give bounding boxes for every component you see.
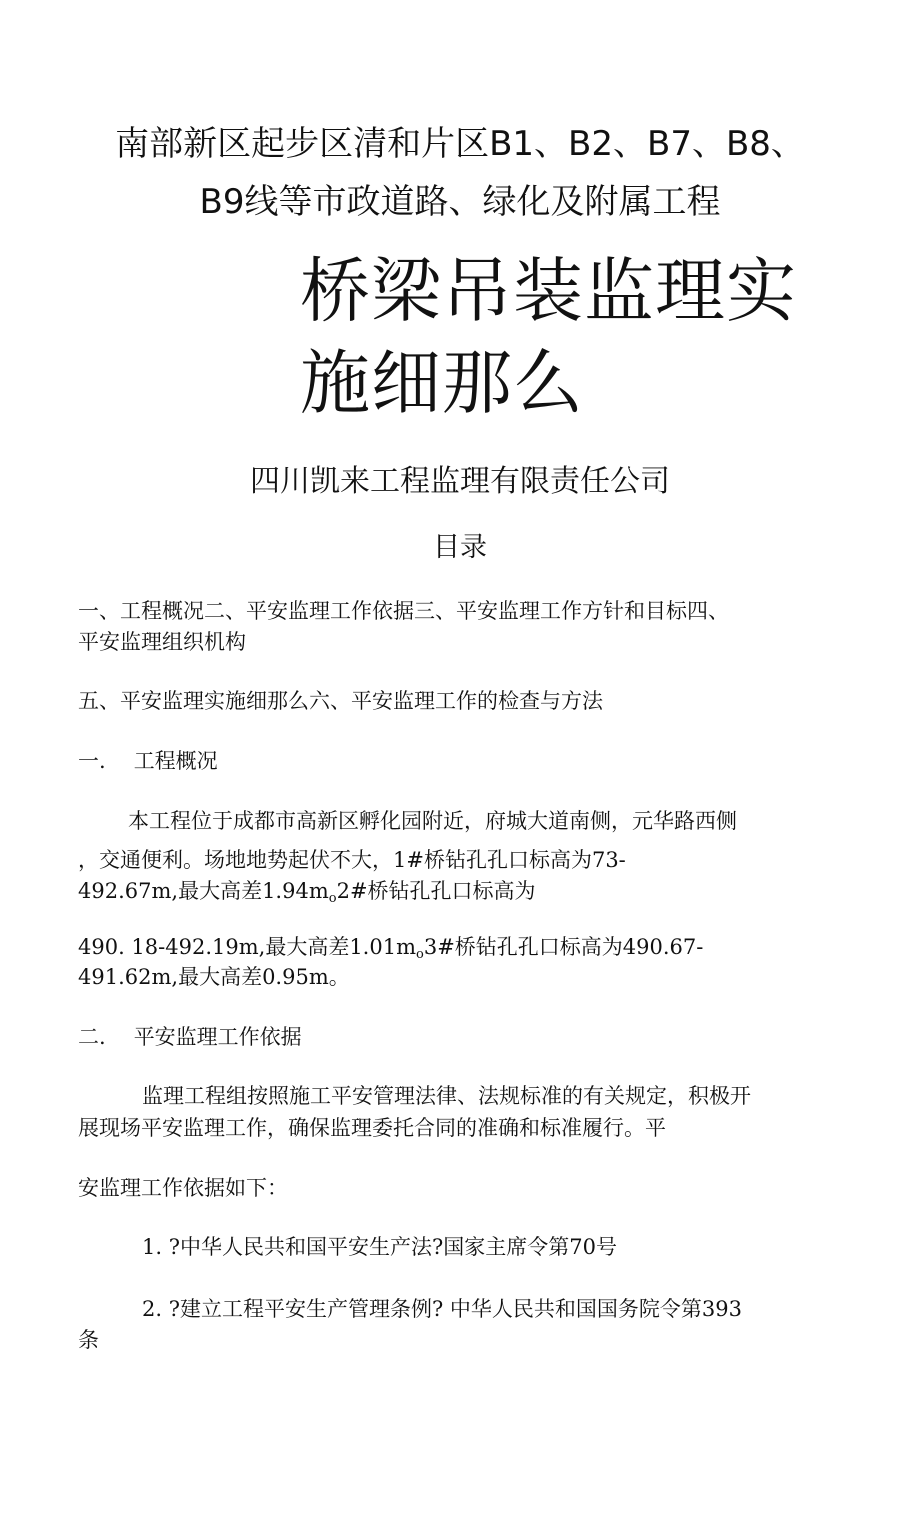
toc-line-2: 平安监理组织机构 [78, 630, 246, 654]
section-1-paragraph-1-line-1: 本工程位于成都市高新区孵化园附近，府城大道南侧，元华路西侧 [128, 809, 737, 833]
section-1-number: 一. [78, 749, 106, 773]
basis-item-2-line-1: 2. ?建立工程平安生产管理条例? 中华人民共和国国务院令第393 [142, 1297, 742, 1321]
company-name: 四川凯来工程监理有限责任公司 [250, 464, 670, 499]
section-1-paragraph-2-line-2: 491.62m,最大高差0.95m。 [78, 965, 350, 989]
toc-line-1: 一、工程概况二、平安监理工作依据三、平安监理工作方针和目标四、 [78, 599, 729, 623]
section-1-title: 工程概况 [133, 749, 218, 773]
section-1-paragraph-1-line-2: ，交通便利。场地地势起伏不大，1#桥钻孔孔口标高为73- [78, 848, 626, 872]
project-title-line-2: B9线等市政道路、绿化及附属工程 [199, 182, 721, 222]
basis-item-2-line-2: 条 [78, 1328, 99, 1352]
section-1-heading [78, 746, 218, 777]
project-title-line-1: 南部新区起步区清和片区B1、B2、B7、B8、 [115, 124, 805, 164]
section-1-paragraph-1-line-3: 492.67m,最大高差$1.94m_o2\#$桥钻孔孔口标高为 [78, 879, 536, 906]
section-2-paragraph-2: 安监理工作依据如下： [78, 1176, 288, 1200]
section-2-title: 平安监理工作依据 [133, 1025, 302, 1049]
section-2-paragraph-1-line-1: 监理工程组按照施工平安管理法律、法规标准的有关规定，积极开 [142, 1084, 751, 1108]
basis-item-1: 1. ?中华人民共和国平安生产法?国家主席令第70号 [142, 1235, 617, 1259]
section-2-heading [78, 1022, 302, 1053]
section-2-number: 二. [78, 1025, 106, 1049]
document-title-line-2: 施细那么 [300, 342, 584, 424]
toc-line-3: 五、平安监理实施细那么六、平安监理工作的检查与方法 [78, 689, 603, 713]
section-1-paragraph-2-line-1: 490. 18-492.19m,最大高差$1.01m_o3\#$桥钻孔孔口标高为490.67- [78, 935, 704, 962]
document-title-line-1: 桥梁吊装监理实 [300, 250, 797, 332]
section-2-paragraph-1-line-2: 展现场平安监理工作，确保监理委托合同的准确和标准履行。平 [78, 1116, 666, 1140]
toc-title: 目录 [433, 532, 487, 563]
